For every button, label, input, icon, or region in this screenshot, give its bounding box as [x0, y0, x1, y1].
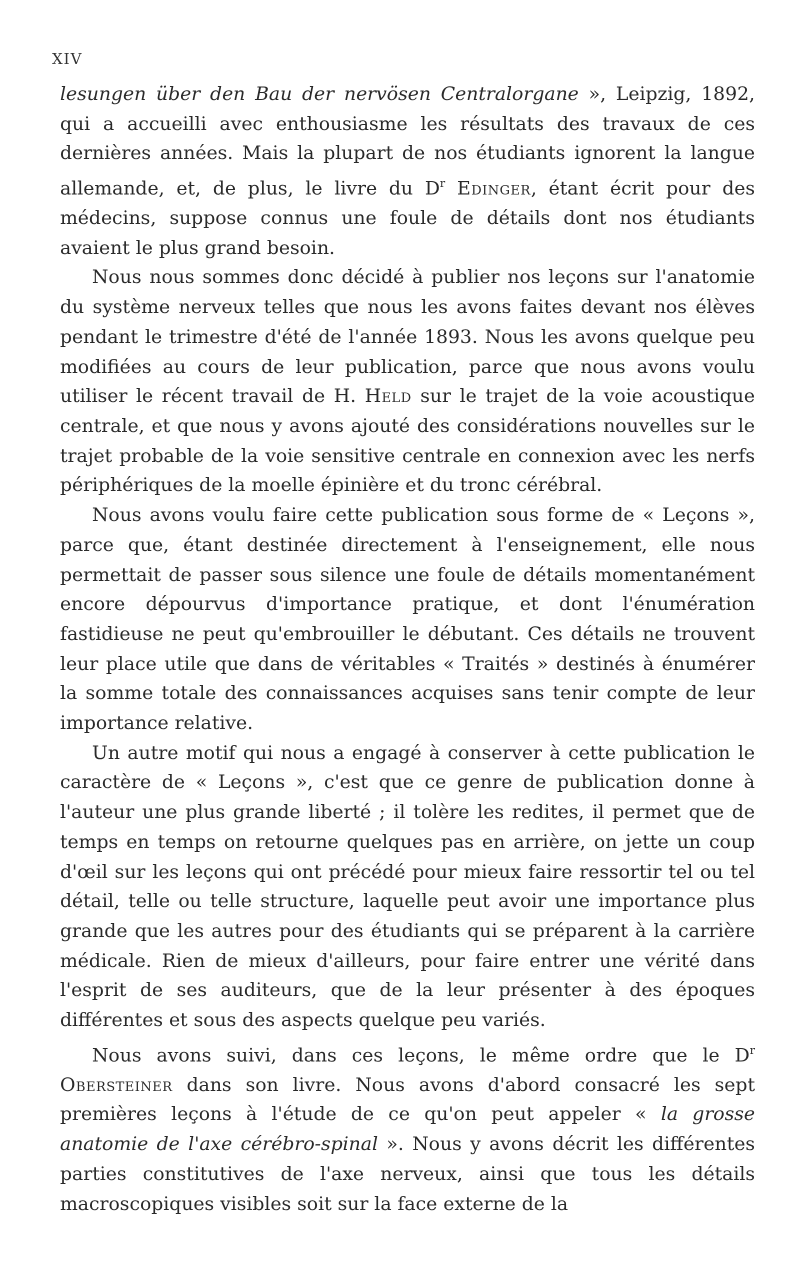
paragraph [60, 739, 755, 1036]
superscript: r [439, 177, 446, 191]
superscript: r [749, 1043, 755, 1057]
paragraph [60, 263, 755, 501]
body-text [60, 80, 755, 1219]
text-run: sur le trajet de la voie acoustique centrale, et que nous y avons ajouté des considérations nouvelles sur le trajet probable de la voie sensitive centrale en connexion avec les nerfs périphériques de la moelle épinière et du tronc cérébral. [60, 386, 755, 497]
italic-run: lesungen über den Bau der nervösen Centralorgane [60, 84, 579, 105]
italic-run: la grosse anatomie de l'axe cérébro-spinal [60, 1104, 756, 1156]
author-name: Obersteiner [60, 1074, 173, 1096]
text-run: dans son livre. Nous avons d'abord consacré les sept premières leçons à l'étude de ce qu'on peut appeler « [60, 1074, 755, 1126]
text-run: Nous avons suivi, dans ces leçons, le même ordre que le D [92, 1045, 750, 1067]
text-run: Un autre motif qui nous a engagé à conserver à cette publication le caractère de « Leçons », c'est que ce genre de publication donne à l'auteur une plus grande liberté ; il tolère les redites, il permet que de temps en temps on retourne quelques pas en arrière, on jette un coup d'œil sur les leçons qui ont précédé pour mieux faire ressortir tel ou tel détail, telle ou telle structure, laquelle peut avoir une importance plus grande que les autres pour des étudiants qui se préparent à la carrière médicale. Rien de mieux d'ailleurs, pour faire entrer une vérité dans l'esprit de ses auditeurs, que de la leur présenter à des époques différentes et sous des aspects quelque peu variés. [60, 742, 755, 1032]
text-run: », Leipzig, 1892, qui a accueilli avec enthousiasme les résultats des travaux de ces dernières années. Mais la plupart de nos étudiants ignorent la langue allemande, et, de plus, le livre du D [60, 84, 755, 200]
page-number: XIV [52, 50, 83, 68]
text-run: Nous nous sommes donc décidé à publier nos leçons sur l'anatomie du système nerveux telles que nous les avons faites devant nos élèves pendant le trimestre d'été de l'année 1893. Nous les avons quelque peu modifiées au cours de leur publication, parce que nous avons voulu utiliser le récent travail de H. [60, 267, 755, 408]
text-run [445, 178, 457, 199]
text-run: ». Nous y avons décrit les différentes parties constitutives de l'axe nerveux, ainsi que tous les détails macroscopiques visibles soit sur la face externe de la [60, 1134, 756, 1215]
author-name: Held [364, 386, 412, 408]
paragraph [60, 1036, 755, 1219]
text-run: , étant écrit pour des médecins, suppose connus une foule de détails dont nos étudiants avaient le plus grand besoin. [60, 178, 755, 259]
paragraph [60, 501, 755, 739]
paragraph [60, 80, 755, 263]
author-name: Edinger [457, 178, 531, 200]
text-run: Nous avons voulu faire cette publication sous forme de « Leçons », parce que, étant destinée directement à l'enseignement, elle nous permettait de passer sous silence une foule de détails momentanément encore dépourvus d'importance pratique, et dont l'énumération fastidieuse ne peut qu'embrouiller le débutant. Ces détails ne trouvent leur place utile que dans de véritables « Traités » destinés à énumérer la somme totale des connaissances acquises sans tenir compte de leur importance relative. [60, 505, 755, 735]
